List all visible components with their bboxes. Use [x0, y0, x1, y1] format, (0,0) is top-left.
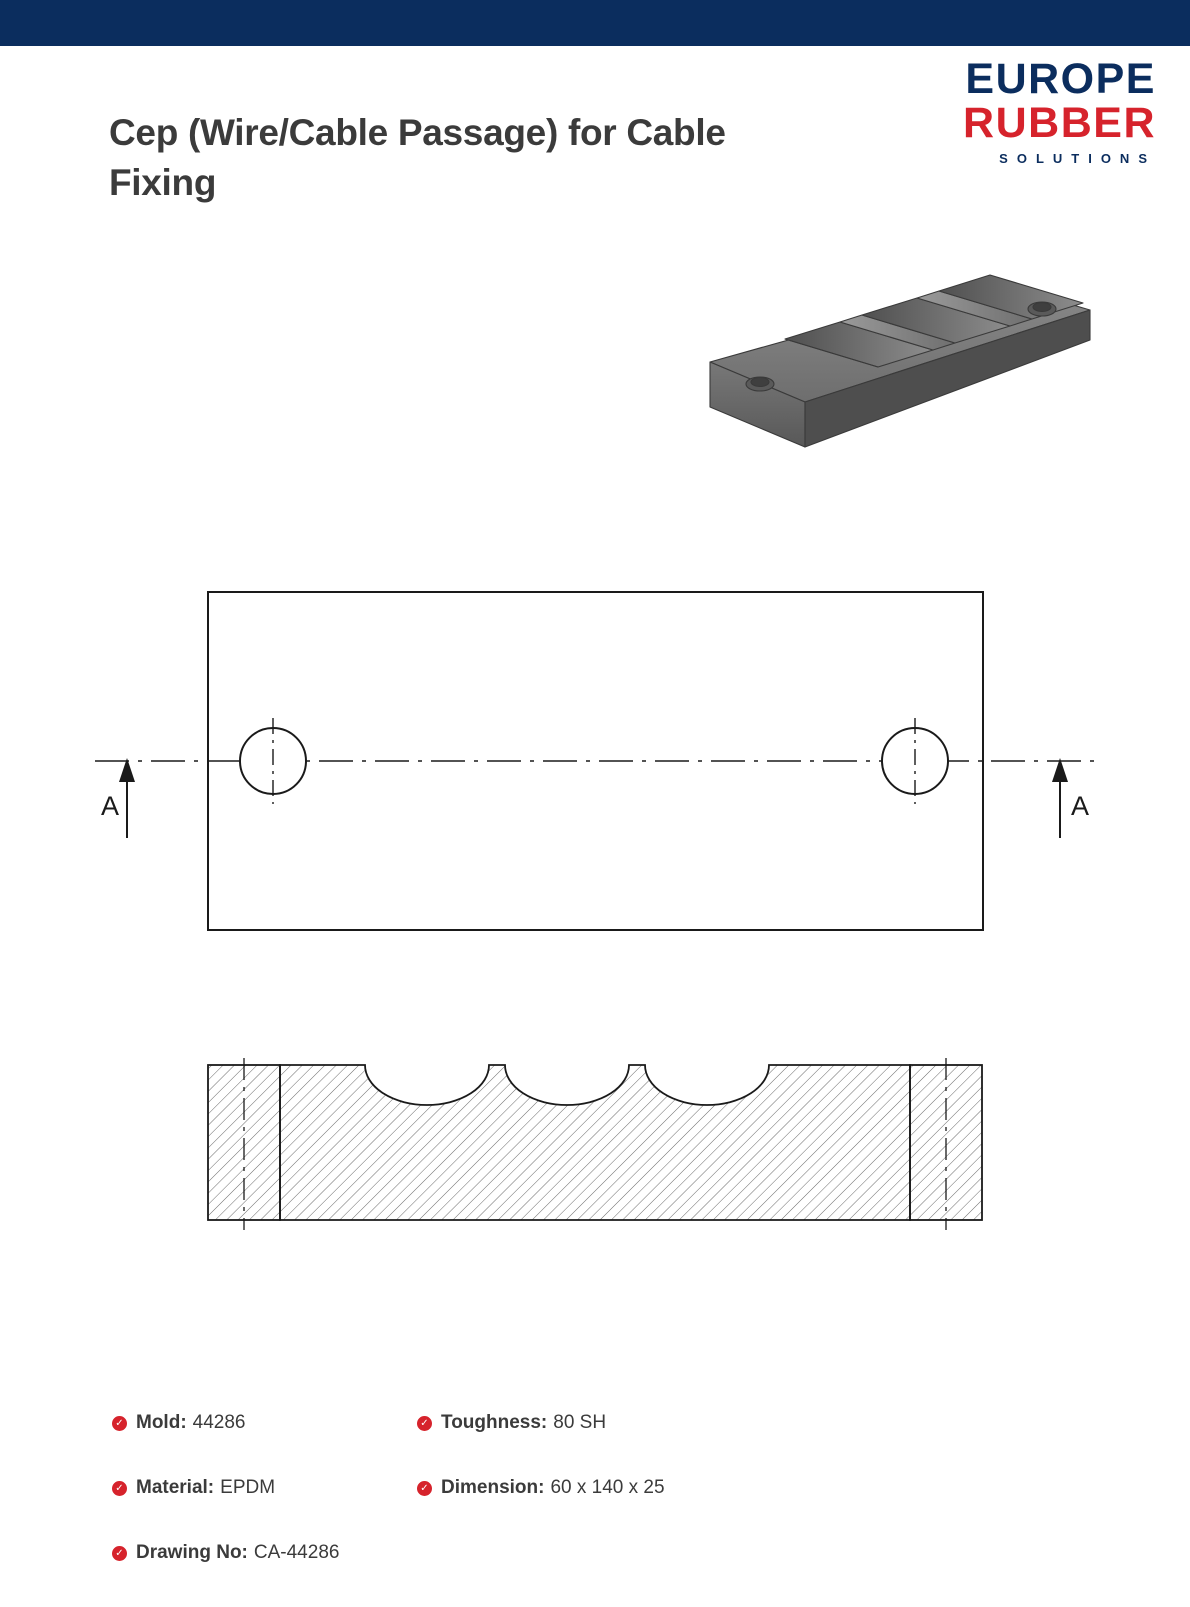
- spec-value: 60 x 140 x 25: [550, 1477, 665, 1498]
- top-view-drawing: [95, 570, 1095, 950]
- logo-text-rubber: RUBBER: [963, 99, 1156, 147]
- specifications-block: [112, 1412, 1092, 1607]
- spec-row: [112, 1477, 1092, 1499]
- page-title: Cep (Wire/Cable Passage) for Cable Fixing: [109, 112, 726, 203]
- spec-mold: [112, 1412, 417, 1434]
- spec-row: [112, 1542, 1092, 1564]
- spec-label: Drawing No:: [136, 1542, 248, 1563]
- check-icon: ✓: [112, 1416, 127, 1431]
- logo-text-europe: EUROPE: [965, 55, 1156, 103]
- spec-label: Dimension:: [441, 1477, 545, 1498]
- check-icon: ✓: [112, 1481, 127, 1496]
- header-bar: [0, 0, 1190, 46]
- check-icon: ✓: [417, 1416, 432, 1431]
- spec-drawing-no: [112, 1542, 417, 1564]
- logo-text-solutions: SOLUTIONS: [999, 151, 1156, 167]
- company-logo: [886, 55, 1156, 167]
- spec-value: CA-44286: [253, 1542, 340, 1563]
- check-icon: ✓: [417, 1481, 432, 1496]
- spec-value: 80 SH: [553, 1412, 607, 1433]
- section-view-drawing: [180, 1040, 1010, 1270]
- spec-material: [112, 1477, 417, 1499]
- spec-dimension: [417, 1477, 665, 1499]
- spec-toughness: [417, 1412, 606, 1434]
- spec-label: Toughness:: [441, 1412, 548, 1433]
- spec-label: Mold:: [136, 1412, 187, 1433]
- isometric-render: [690, 262, 1110, 482]
- spec-row: [112, 1412, 1092, 1434]
- spec-label: Material:: [136, 1477, 215, 1498]
- section-label-left: A: [101, 791, 120, 821]
- spec-value: 44286: [192, 1412, 246, 1433]
- check-icon: ✓: [112, 1546, 127, 1561]
- section-label-right: A: [1071, 791, 1090, 821]
- spec-value: EPDM: [220, 1477, 276, 1498]
